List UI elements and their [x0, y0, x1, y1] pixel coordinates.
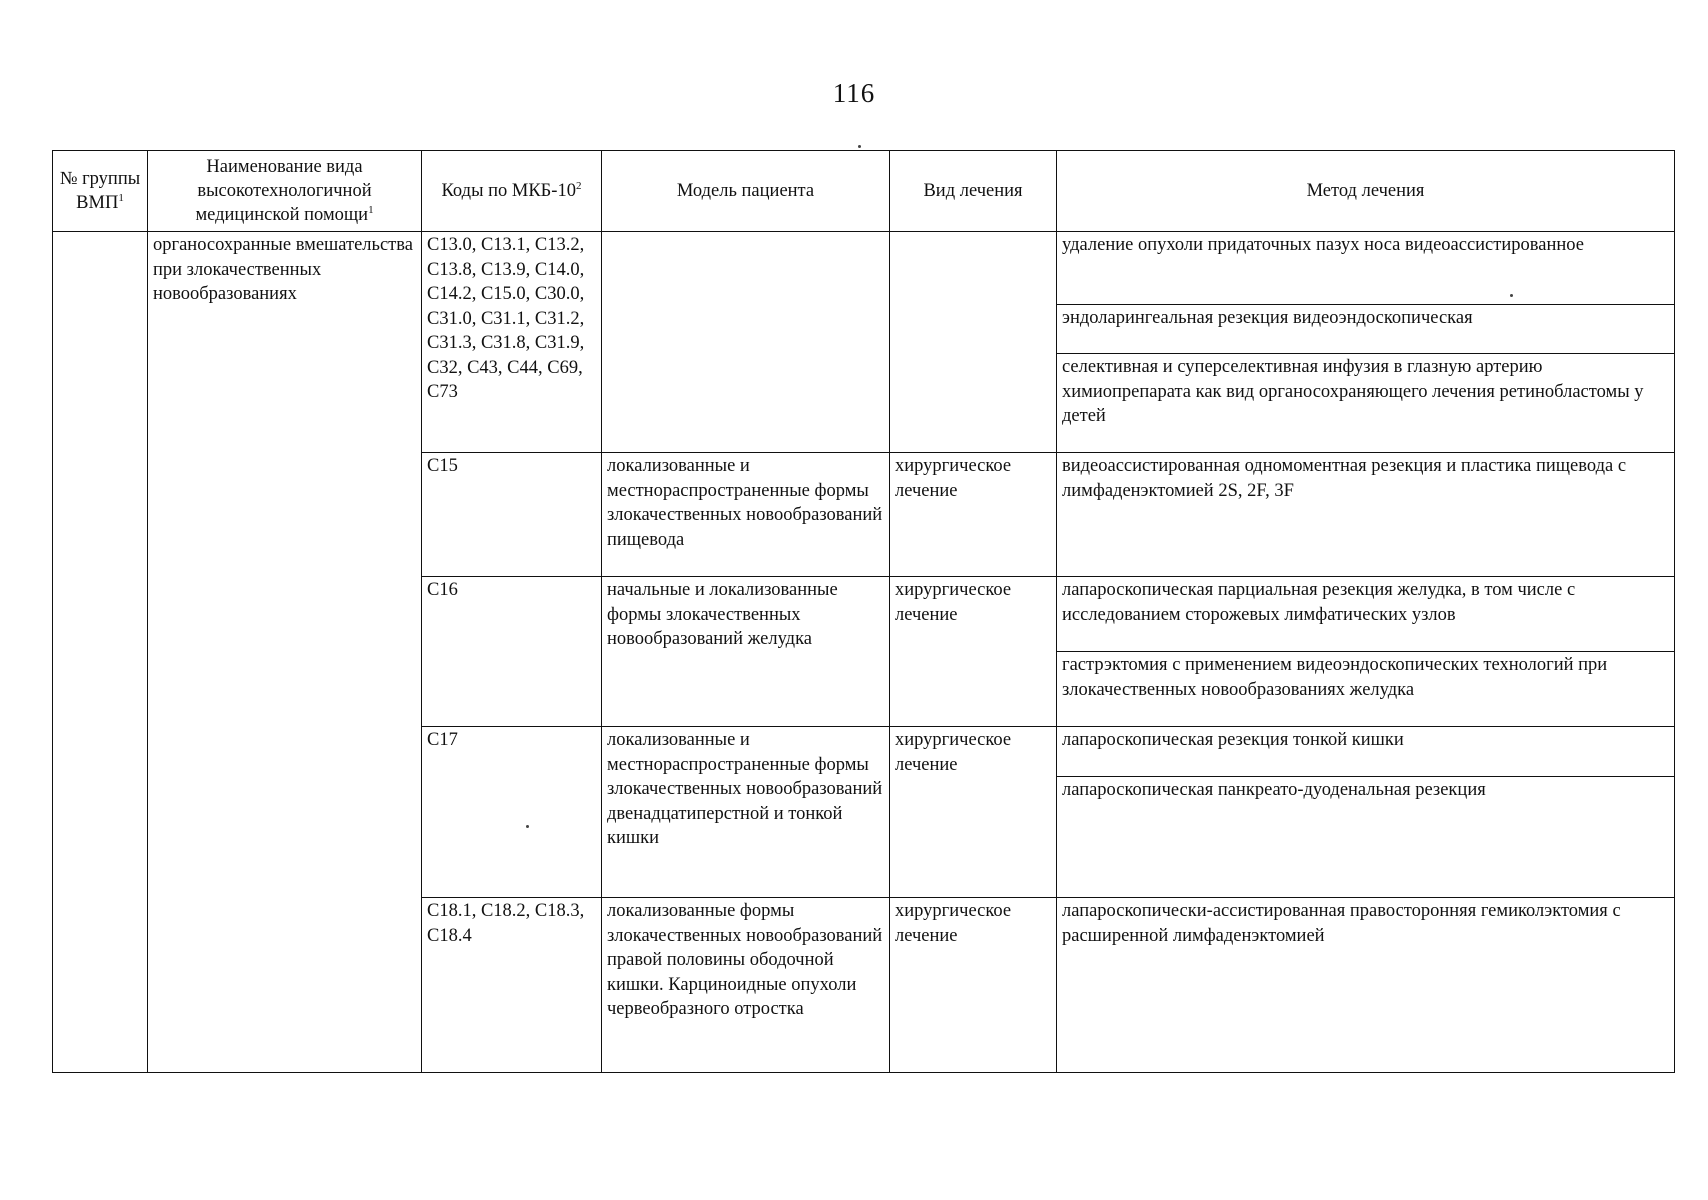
- model-cell: [602, 232, 890, 453]
- model-cell: локализованные и местнораспространенные формы злокачественных новообразований пищевода: [602, 453, 890, 577]
- codes-cell: С13.0, С13.1, С13.2, С13.8, С13.9, С14.0, С14.2, С15.0, С30.0, С31.0, С31.1, С31.2, С31.3, С31.8, С31.9, С32, С43, С44, С69, С73: [422, 232, 602, 453]
- methods-cell: [1057, 898, 1675, 1073]
- page-number: 116: [832, 78, 876, 108]
- method-item: гастрэктомия с применением видеоэндоскопических технологий при злокачественных новообразованиях желудка: [1062, 655, 1608, 700]
- type-cell: хирургическое лечение: [890, 453, 1057, 577]
- model-cell: начальные и локализованные формы злокачественных новообразований желудка: [602, 577, 890, 727]
- group-no-cell: [53, 232, 148, 1073]
- methods-cell: [1057, 453, 1675, 577]
- type-cell: хирургическое лечение: [890, 898, 1057, 1073]
- method-item: удаление опухоли придаточных пазух носа видеоассистированное: [1057, 232, 1674, 305]
- header-treatment-method: Метод лечения: [1057, 151, 1675, 232]
- type-cell: хирургическое лечение: [890, 577, 1057, 727]
- codes-cell: С17: [422, 727, 602, 898]
- model-cell: локализованные формы злокачественных новообразований правой половины ободочной кишки. Карциноидные опухоли червеобразного отростка: [602, 898, 890, 1073]
- method-item: лапароскопически-ассистированная правосторонняя гемиколэктомия с расширенной лимфаденэктомией: [1062, 901, 1621, 946]
- codes-cell: С15: [422, 453, 602, 577]
- method-item: лапароскопическая панкреато-дуоденальная резекция: [1062, 780, 1486, 800]
- table-row: [53, 232, 1675, 453]
- treatment-table: [52, 150, 1675, 1073]
- methods-cell: [1057, 232, 1675, 453]
- methods-cell: [1057, 727, 1675, 898]
- header-icd-codes: Коды по МКБ-$10^2$: [422, 151, 602, 232]
- type-cell: [890, 232, 1057, 453]
- header-treatment-type: Вид лечения: [890, 151, 1057, 232]
- header-patient-model: Модель пациента: [602, 151, 890, 232]
- method-item: лапароскопическая резекция тонкой кишки: [1057, 727, 1674, 777]
- codes-cell: С16: [422, 577, 602, 727]
- scan-speck: [858, 145, 861, 148]
- table-header-row: [53, 151, 1675, 232]
- header-care-name: Наименование вида высокотехнологичной медицинской помощи$^1$: [148, 151, 422, 232]
- methods-cell: [1057, 577, 1675, 727]
- method-item: эндоларингеальная резекция видеоэндоскопическая: [1057, 305, 1674, 354]
- header-group-no: № группы ВМП$^1$: [53, 151, 148, 232]
- model-cell: локализованные и местнораспространенные формы злокачественных новообразований двенадцатиперстной и тонкой кишки: [602, 727, 890, 898]
- method-item: лапароскопическая парциальная резекция желудка, в том числе с исследованием сторожевых лимфатических узлов: [1057, 577, 1674, 652]
- type-cell: хирургическое лечение: [890, 727, 1057, 898]
- method-item: селективная и суперселективная инфузия в глазную артерию химиопрепарата как вид органосохраняющего лечения ретинобластомы у детей: [1062, 357, 1644, 426]
- codes-cell: С18.1, С18.2, С18.3, С18.4: [422, 898, 602, 1073]
- care-name-cell: органосохранные вмешательства при злокачественных новообразованиях: [148, 232, 422, 1073]
- method-item: видеоассистированная одномоментная резекция и пластика пищевода с лимфаденэктомией 2S, 2F, 3F: [1062, 456, 1627, 501]
